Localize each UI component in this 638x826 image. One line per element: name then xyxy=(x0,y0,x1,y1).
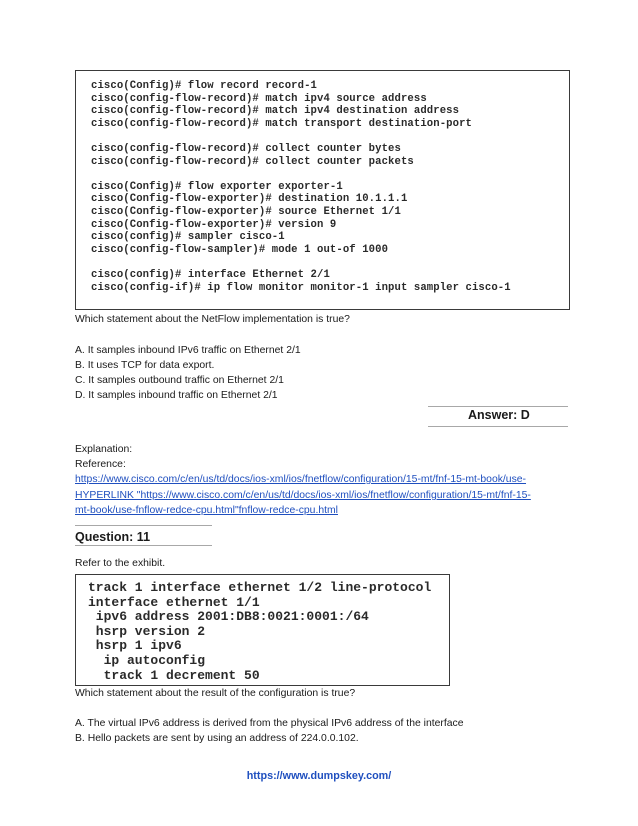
config-line: cisco(config-flow-record)# collect counter packets xyxy=(91,155,414,168)
option-d: D. It samples inbound traffic on Ethernet 2/1 xyxy=(75,390,278,401)
question-top-rule xyxy=(75,525,212,526)
question-text: Which statement about the NetFlow implementation is true? xyxy=(75,314,350,325)
option-a: A. It samples inbound IPv6 traffic on Ethernet 2/1 xyxy=(75,345,301,356)
config-line: hsrp version 2 xyxy=(88,623,206,639)
config-line: cisco(config-flow-sampler)# mode 1 out-of 1000 xyxy=(91,243,389,256)
config-line: cisco(config)# sampler cisco-1 xyxy=(91,231,285,244)
netflow-config-exhibit xyxy=(75,70,570,310)
option-b: B. Hello packets are sent by using an address of 224.0.0.102. xyxy=(75,733,359,744)
config-line: cisco(config-flow-record)# collect counter bytes xyxy=(91,142,401,155)
config-line: ipv6 address 2001:DB8:0021:0001:/64 xyxy=(88,609,369,625)
config-line: cisco(Config)# flow exporter exporter-1 xyxy=(91,180,343,193)
reference-link-line[interactable]: mt-book/use-fnflow-redce-cpu.html"fnflow-redce-cpu.html xyxy=(75,505,338,516)
reference-label: Reference: xyxy=(75,459,126,470)
question-bottom-rule xyxy=(75,545,212,546)
config-line: cisco(Config)# flow record record-1 xyxy=(91,80,318,92)
config-line: cisco(Config-flow-exporter)# source Ethernet 1/1 xyxy=(91,205,401,218)
config-line: cisco(config-flow-record)# match transport destination-port xyxy=(91,117,472,130)
answer-bottom-rule xyxy=(428,426,568,427)
config-line: cisco(config-flow-record)# match ipv4 source address xyxy=(91,92,427,105)
question-heading: Question: 11 xyxy=(75,530,151,544)
answer-top-rule xyxy=(428,406,568,407)
config-line: cisco(Config-flow-exporter)# destination 10.1.1.1 xyxy=(91,193,408,206)
config-line: cisco(Config-flow-exporter)# version 9 xyxy=(91,218,337,231)
config-line: interface ethernet 1/1 xyxy=(88,594,260,610)
option-c: C. It samples outbound traffic on Ethernet 2/1 xyxy=(75,375,284,386)
config-line: track 1 interface ethernet 1/2 line-protocol xyxy=(88,580,432,595)
config-blank-line xyxy=(91,168,569,181)
hsrp-config-exhibit xyxy=(75,574,450,686)
answer-label: Answer: D xyxy=(468,408,530,422)
config-blank-line xyxy=(91,130,569,143)
config-line: track 1 decrement 50 xyxy=(88,667,260,683)
refer-text: Refer to the exhibit. xyxy=(75,558,166,569)
option-b: B. It uses TCP for data export. xyxy=(75,360,215,371)
config-line: hsrp 1 ipv6 xyxy=(88,638,182,654)
config-line: ip autoconfig xyxy=(88,652,206,668)
config-blank-line xyxy=(91,256,569,269)
config-line: cisco(config)# interface Ethernet 2/1 xyxy=(91,268,330,281)
question-text: Which statement about the result of the configuration is true? xyxy=(75,688,356,699)
explanation-label: Explanation: xyxy=(75,444,133,455)
reference-link-line[interactable]: HYPERLINK "https://www.cisco.com/c/en/us/td/docs/ios-xml/ios/fnetflow/configuration/15-mt/fnf-15- xyxy=(75,490,531,501)
config-line: cisco(config-flow-record)# match ipv4 destination address xyxy=(91,105,460,118)
footer-link[interactable]: https://www.dumpskey.com/ xyxy=(246,770,392,782)
config-line: cisco(config-if)# ip flow monitor monitor-1 input sampler cisco-1 xyxy=(91,281,511,294)
option-a: A. The virtual IPv6 address is derived from the physical IPv6 address of the interface xyxy=(75,718,464,729)
reference-link-line[interactable]: https://www.cisco.com/c/en/us/td/docs/ios-xml/ios/fnetflow/configuration/15-mt/fnf-15-mt-book/use- xyxy=(75,474,527,485)
